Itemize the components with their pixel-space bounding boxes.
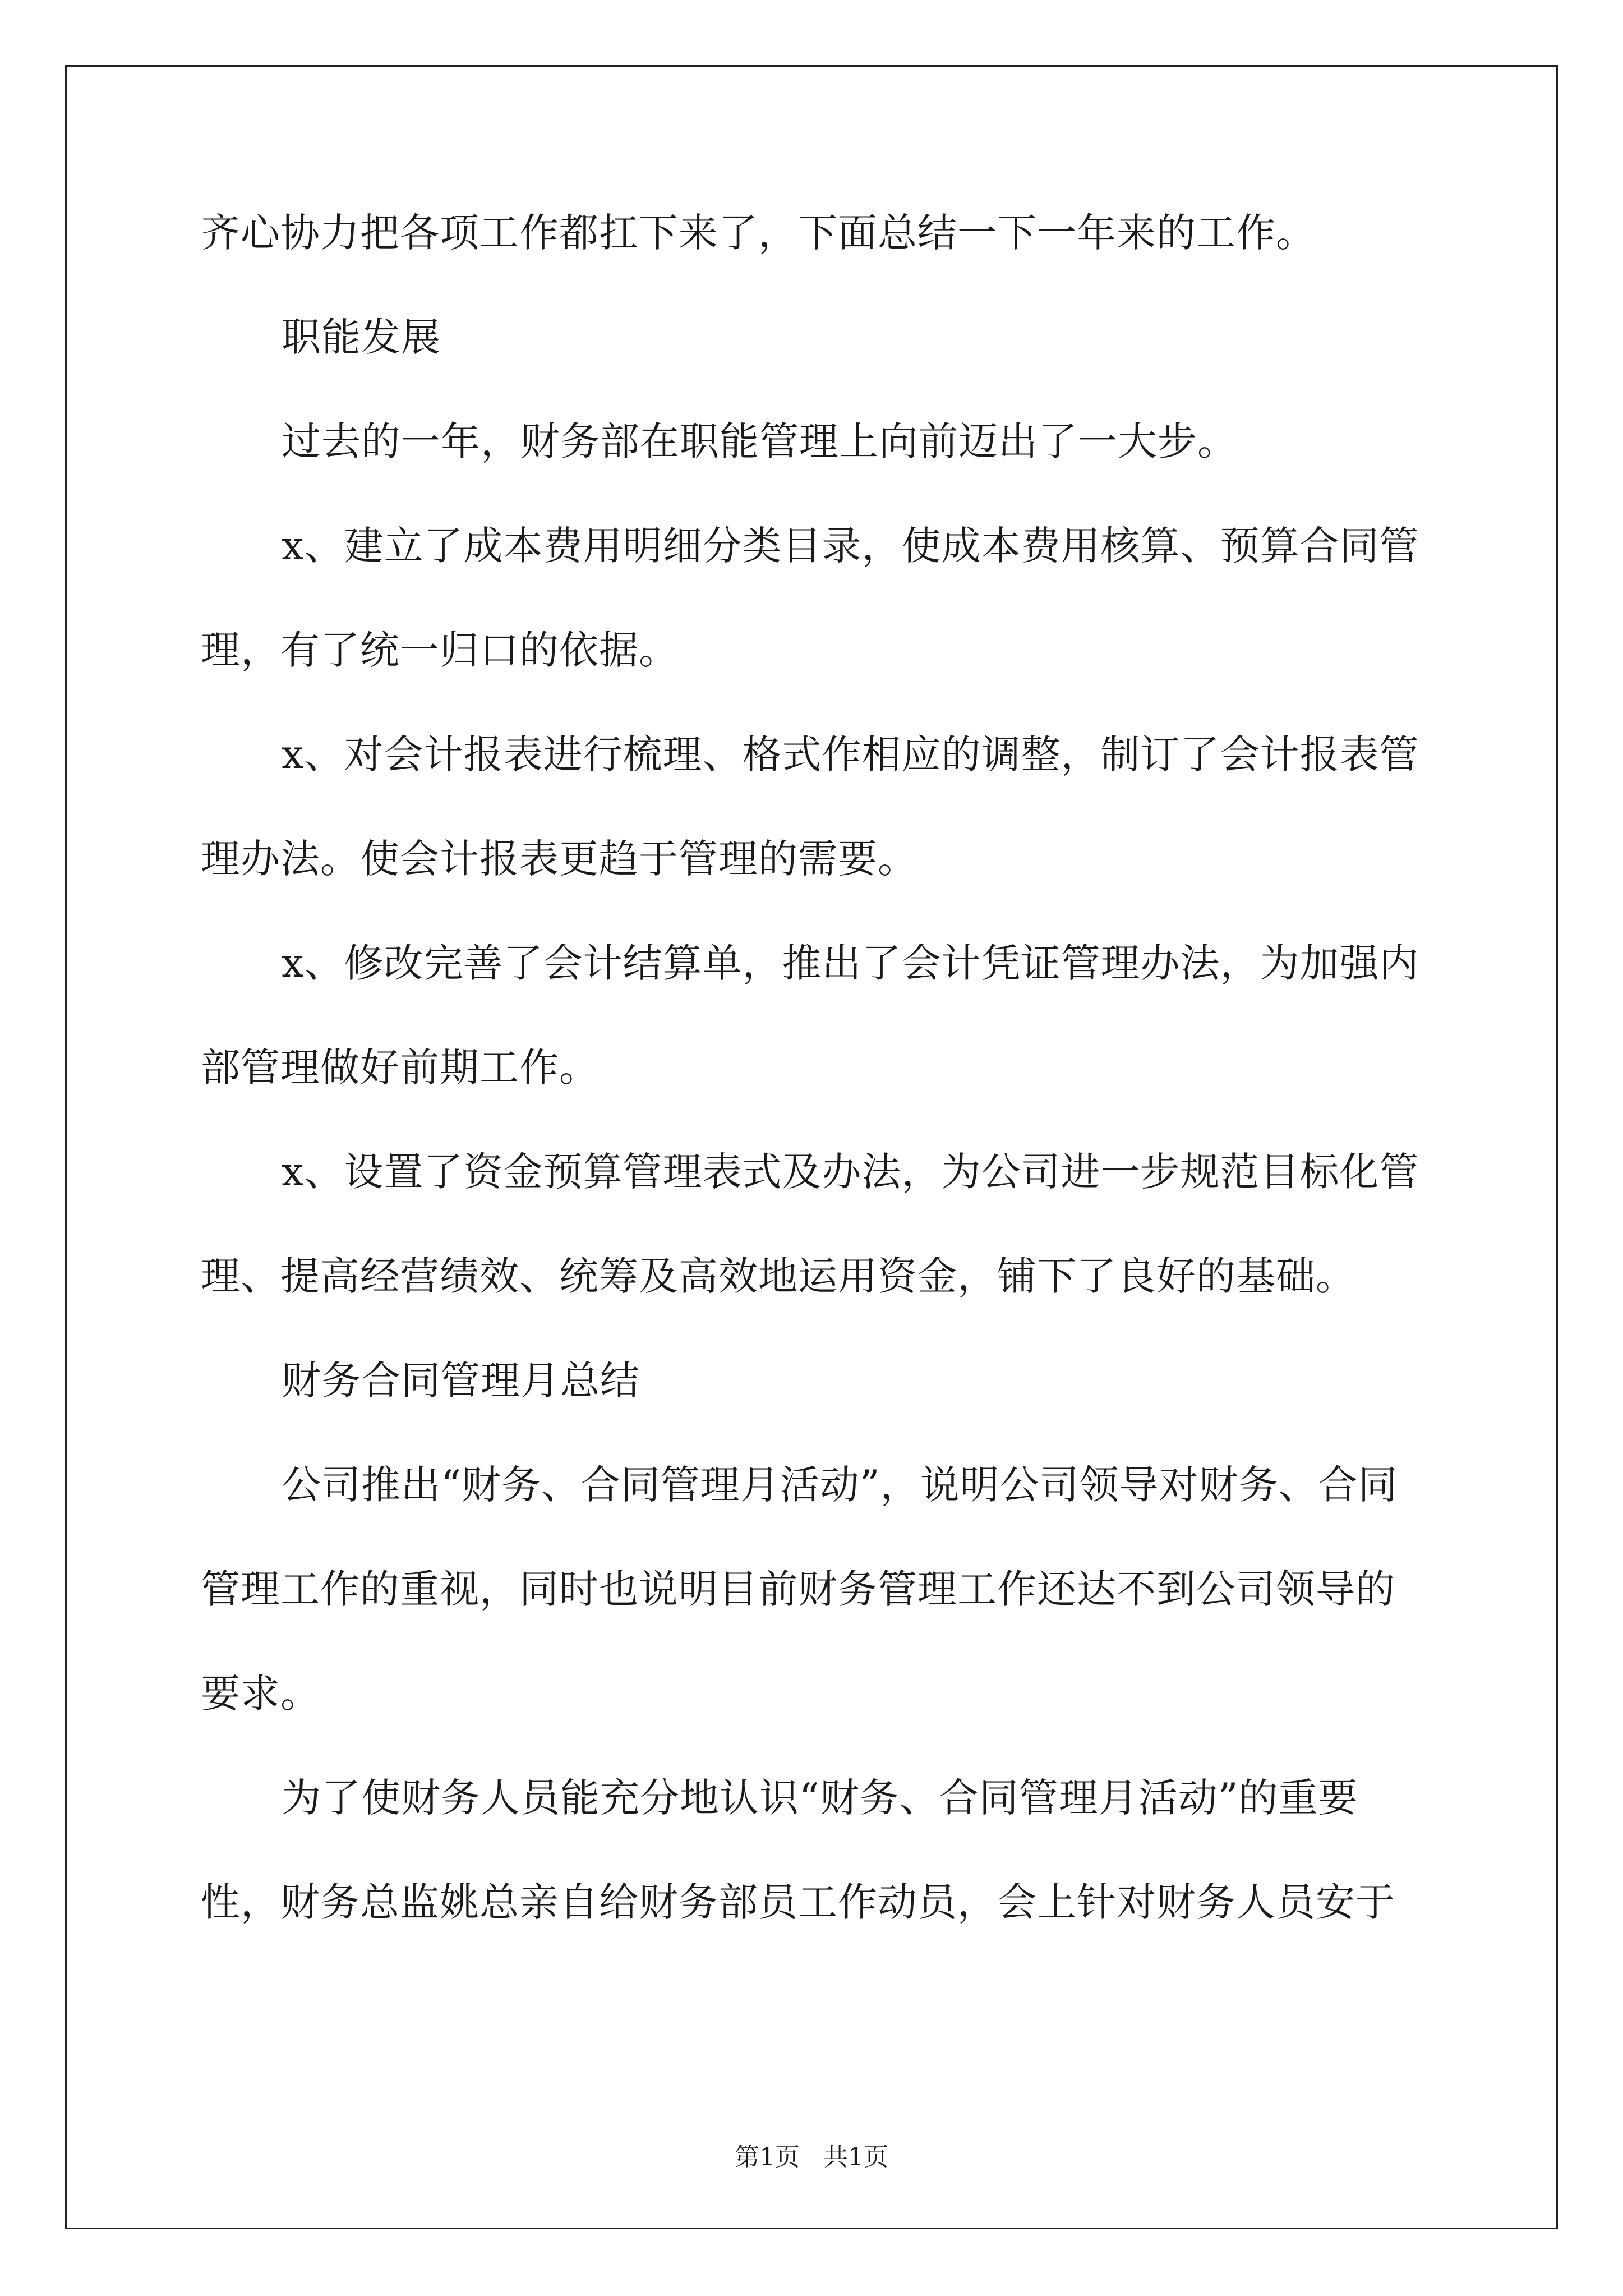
page-number: 第1页 共1页 <box>735 2143 888 2171</box>
text-line: 要求。 <box>201 1671 320 1717</box>
page-footer <box>0 2141 1623 2174</box>
section-heading: 职能发展 <box>282 314 441 360</box>
text-line: x、建立了成本费用明细分类目录，使成本费用核算、预算合同管 <box>282 523 1419 569</box>
text-line: 管理工作的重视，同时也说明目前财务管理工作还达不到公司领导的 <box>201 1566 1395 1612</box>
text-line: x、修改完善了会计结算单，推出了会计凭证管理办法，为加强内 <box>282 940 1419 986</box>
text-line: 理办法。使会计报表更趋于管理的需要。 <box>201 836 917 882</box>
text-line: 公司推出“财务、合同管理月活动”，说明公司领导对财务、合同 <box>282 1462 1398 1508</box>
text-line: 齐心协力把各项工作都扛下来了，下面总结一下一年来的工作。 <box>201 210 1316 256</box>
text-line: 理，有了统一归口的依据。 <box>201 627 679 673</box>
section-heading: 财务合同管理月总结 <box>282 1358 640 1404</box>
text-line: x、对会计报表进行梳理、格式作相应的调整，制订了会计报表管 <box>282 731 1419 777</box>
text-line: 部管理做好前期工作。 <box>201 1045 599 1091</box>
text-line: x、设置了资金预算管理表式及办法，为公司进一步规范目标化管 <box>282 1149 1419 1195</box>
text-line: 过去的一年，财务部在职能管理上向前迈出了一大步。 <box>282 418 1237 464</box>
text-line: 为了使财务人员能充分地认识“财务、合同管理月活动”的重要 <box>282 1775 1358 1821</box>
text-line: 性，财务总监姚总亲自给财务部员工作动员，会上针对财务人员安于 <box>201 1879 1395 1925</box>
text-line: 理、提高经营绩效、统筹及高效地运用资金，铺下了良好的基础。 <box>201 1253 1355 1299</box>
